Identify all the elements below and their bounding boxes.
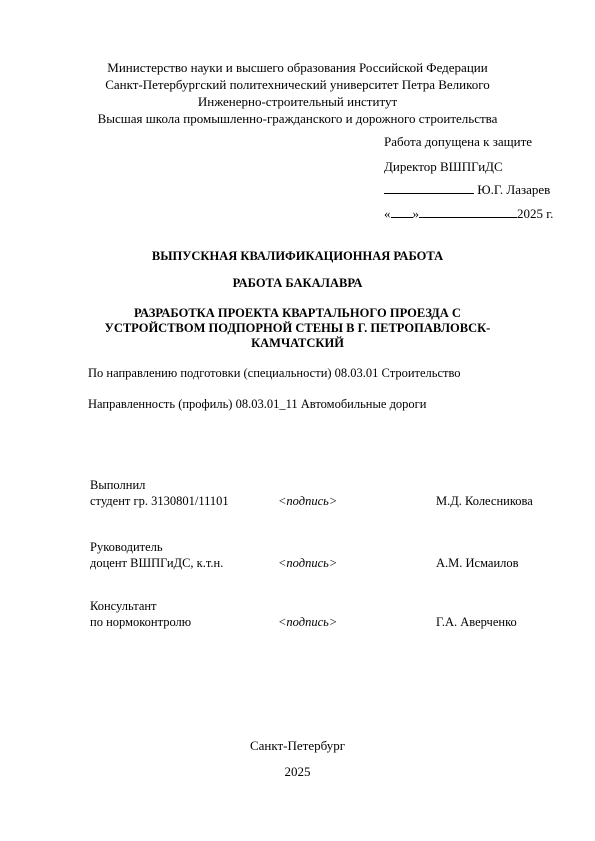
- signature-placeholder: <подпись>: [278, 615, 338, 629]
- footer-year: 2025: [284, 764, 311, 779]
- signature-name: М.Д. Колесникова: [436, 494, 533, 508]
- date-day-underline: [391, 206, 413, 218]
- signature-position: доцент ВШПГиДС, к.т.н.: [90, 556, 224, 570]
- approval-director-name: Ю.Г. Лазарев: [477, 182, 551, 197]
- approval-year: 2025 г.: [517, 206, 554, 221]
- study-profile: Направленность (профиль) 08.03.01_11 Автомобильные дороги: [88, 397, 427, 411]
- school-name: Высшая школа промышленно-гражданского и дорожного строительства: [97, 111, 498, 126]
- approval-signature-line: [384, 182, 550, 198]
- thesis-topic: РАЗРАБОТКА ПРОЕКТА КВАРТАЛЬНОГО ПРОЕЗДА С УСТРОЙСТВОМ ПОДПОРНОЙ СТЕНЫ В Г. ПЕТРОПАВЛОВСК- КАМЧАТСКИЙ: [104, 306, 491, 350]
- approval-date-line: « » 2025 г.: [384, 206, 554, 221]
- signature-position: студент гр. 3130801/11101: [90, 494, 229, 508]
- signature-name: А.М. Исмаилов: [436, 556, 519, 570]
- date-month-underline: [419, 206, 517, 218]
- signature-role: Выполнил: [90, 478, 146, 492]
- university-name: Санкт-Петербургский политехнический университет Петра Великого: [105, 77, 490, 92]
- footer-city: Санкт-Петербург: [249, 738, 346, 753]
- institute-name: Инженерно-строительный институт: [197, 94, 398, 109]
- signature-position: по нормоконтролю: [90, 615, 192, 629]
- study-direction: По направлению подготовки (специальности) 08.03.01 Строительство: [88, 366, 461, 380]
- approval-director: Директор ВШПГиДС: [384, 159, 503, 174]
- document-type: РАБОТА БАКАЛАВРА: [232, 276, 363, 290]
- signature-role: Руководитель: [90, 540, 163, 554]
- institution-header: [0, 59, 595, 127]
- ministry-name: Министерство науки и высшего образования Российской Федерации: [107, 60, 488, 75]
- approval-admitted: Работа допущена к защите: [384, 134, 533, 149]
- signature-placeholder: <подпись>: [278, 556, 338, 570]
- signature-role: Консультант: [90, 599, 157, 613]
- signature-name: Г.А. Аверченко: [436, 615, 517, 629]
- signature-placeholder: <подпись>: [278, 494, 338, 508]
- document-title: ВЫПУСКНАЯ КВАЛИФИКАЦИОННАЯ РАБОТА: [151, 249, 444, 263]
- signature-underline: [384, 182, 474, 194]
